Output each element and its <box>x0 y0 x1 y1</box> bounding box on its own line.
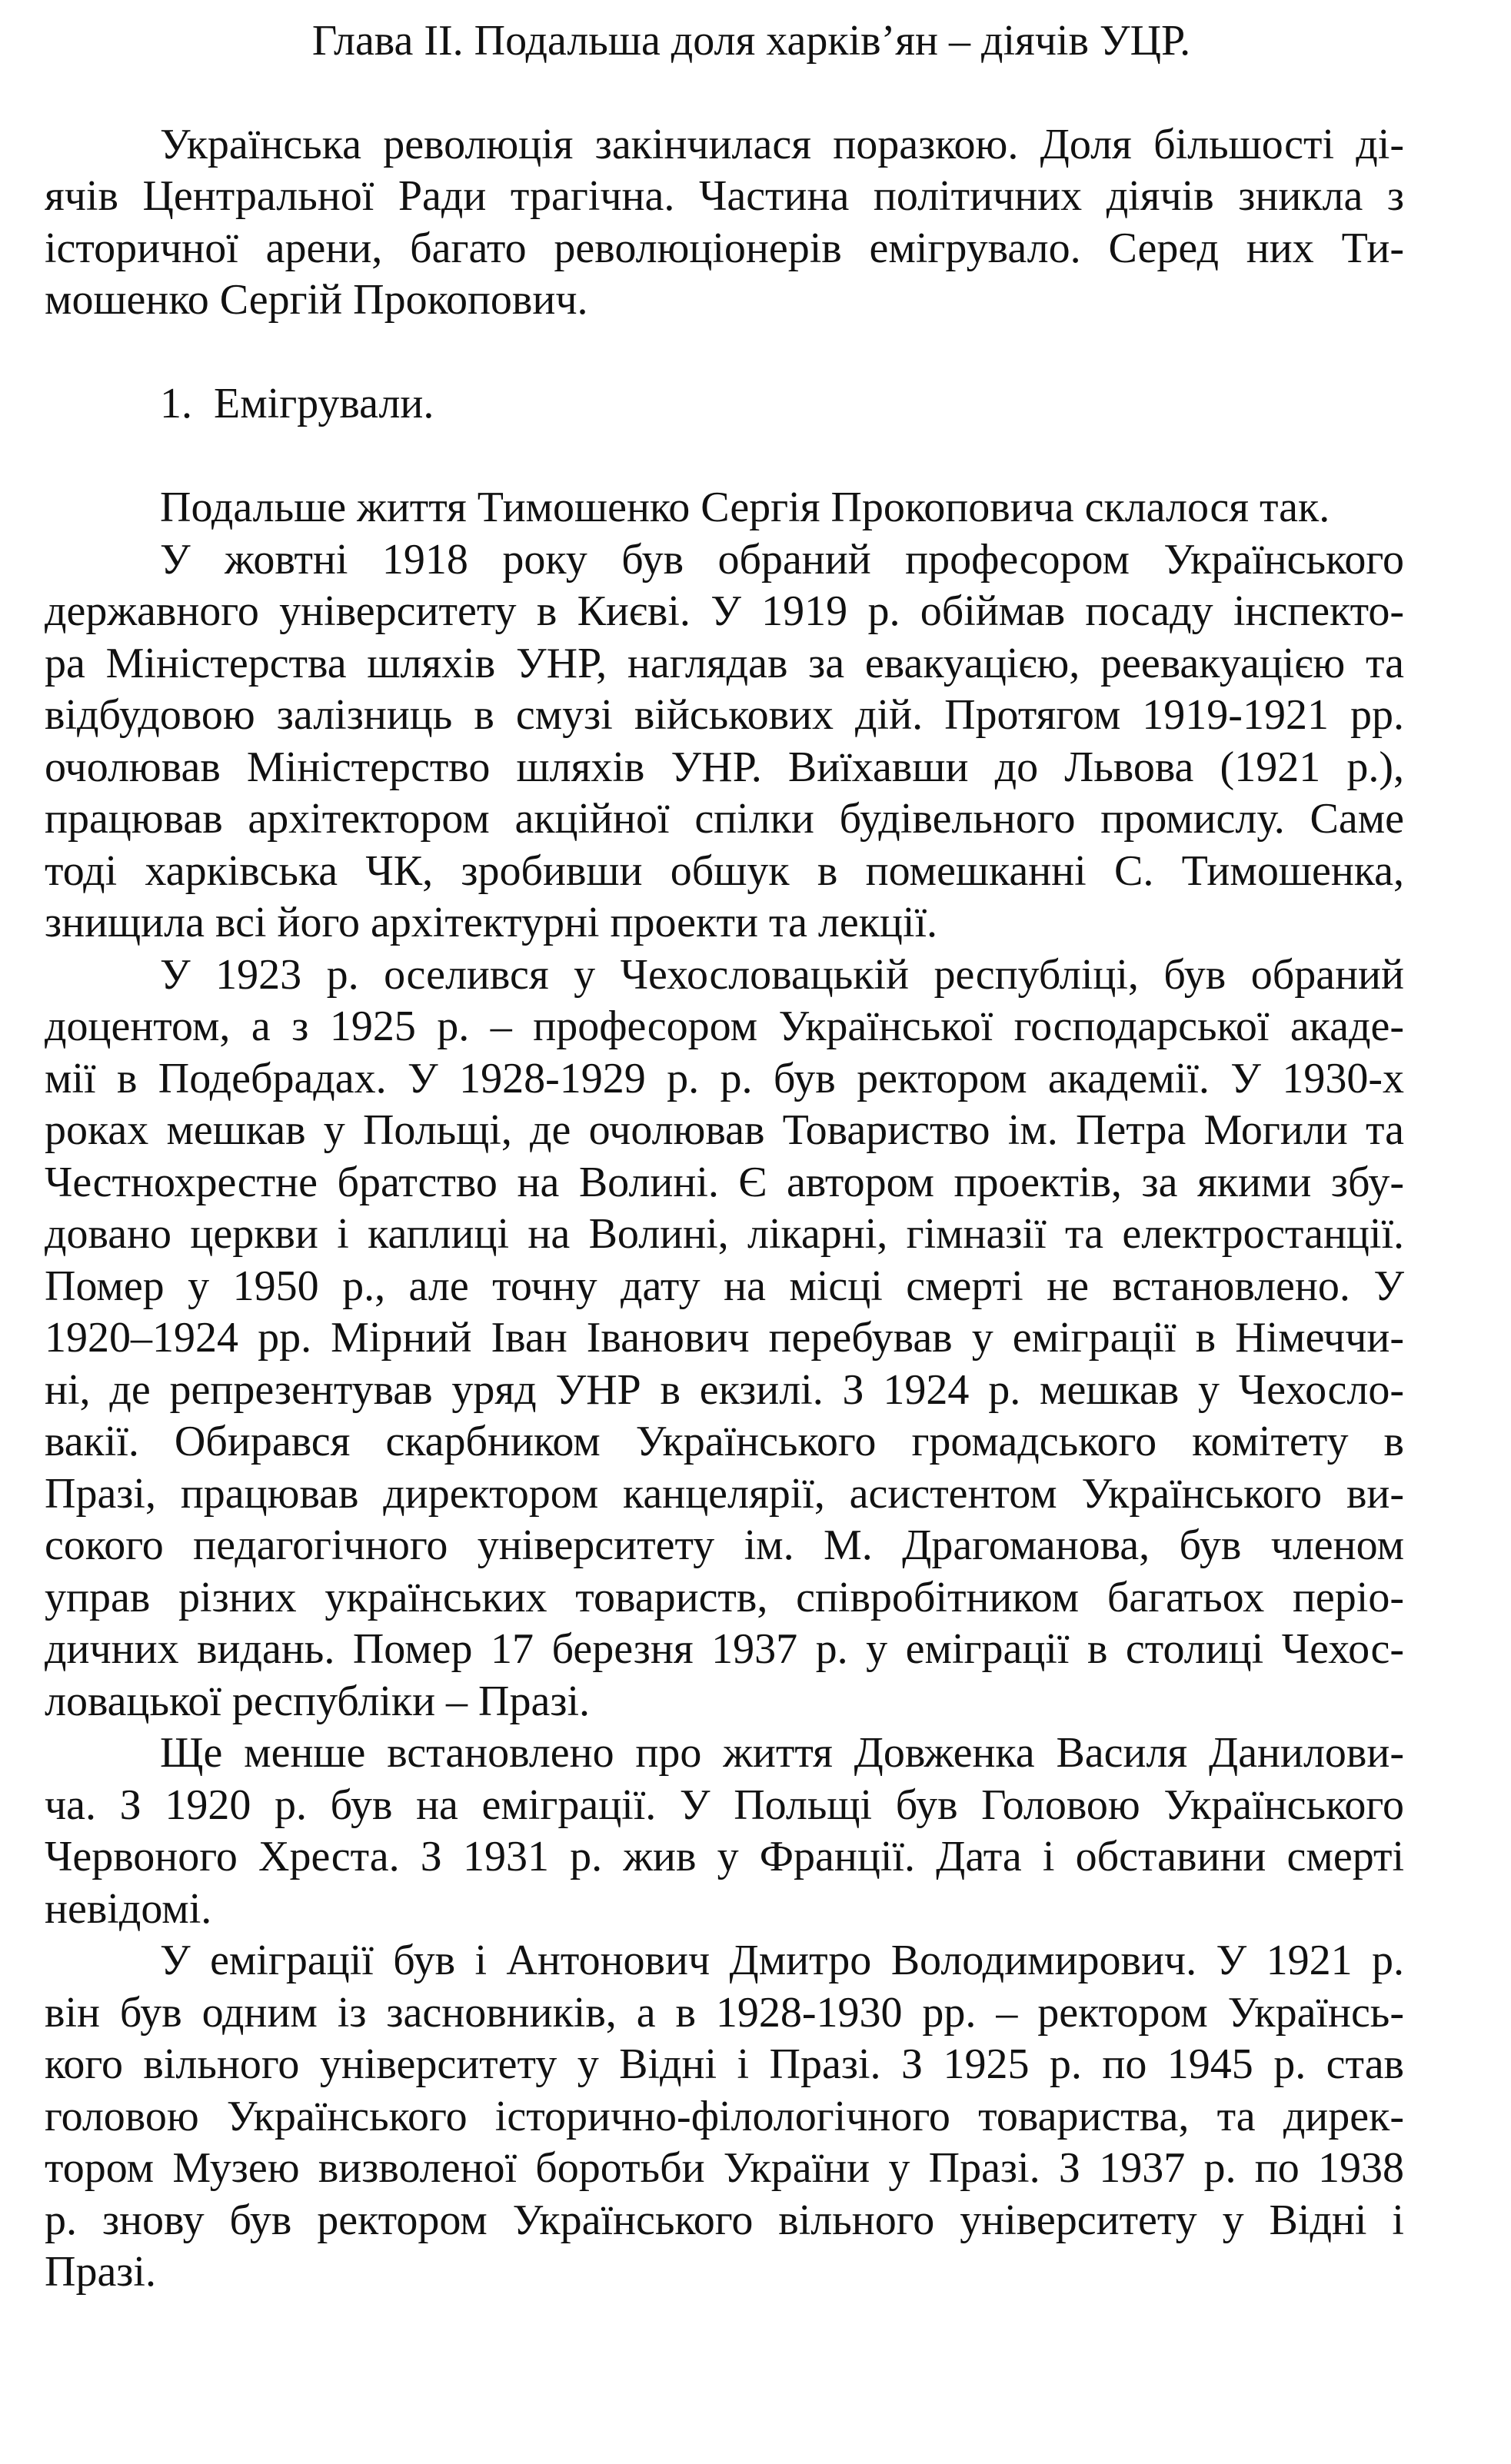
text-line: відбудовою залізниць в смузі військових дій. Протягом 1919-1921 рр. <box>45 691 1404 739</box>
text-line: Подальше життя Тимошенко Сергія Прокоповича склалося так. <box>160 484 1330 531</box>
text-line: знищила всі його архітектурні проекти та лекції. <box>45 899 938 946</box>
text-line: Ще менше встановлено про життя Довженка Василя Данилови- <box>160 1729 1404 1777</box>
text-line: управ різних українських товариств, співробітником багатьох періо- <box>45 1573 1404 1621</box>
text-line: ловацької республіки – Празі. <box>45 1677 591 1725</box>
text-line: головою Українського історично-філологічного товариства, та дирек- <box>45 2092 1404 2140</box>
chapter-title: Глава ІІ. Подальша доля харків’ян – діячів УЦР. <box>311 17 1191 65</box>
text-line: Червоного Хреста. З 1931 р. жив у Франції. Дата і обставини смерті <box>45 1833 1404 1880</box>
document-page <box>45 15 1404 2299</box>
text-line: мії в Подебрадах. У 1928-1929 р. р. був ректором академії. У 1930-х <box>45 1054 1404 1102</box>
text-line: сокого педагогічного університету ім. М. Драгоманова, був членом <box>45 1521 1404 1569</box>
text-line: роках мешкав у Польщі, де очолював Товариство ім. Петра Могили та <box>45 1106 1404 1154</box>
text-line: У еміграції був і Антонович Дмитро Володимирович. У 1921 р. <box>160 1937 1404 1984</box>
section-number: 1. <box>160 380 192 427</box>
text-line: У жовтні 1918 року був обраний професором Українського <box>160 535 1404 584</box>
text-line: У 1923 р. оселився у Чехословацькій республіці, був обраний <box>160 950 1404 999</box>
text-line: доцентом, а з 1925 р. – професором Української господарської акаде- <box>45 1003 1404 1050</box>
text-line: Помер у 1950 р., але точну дату на місці смерті не встановлено. У <box>45 1262 1404 1310</box>
text-line: ячів Центральної Ради трагічна. Частина політичних діячів зникла з <box>45 172 1404 220</box>
text-line: ні, де репрезентував уряд УНР в екзилі. З 1924 р. мешкав у Чехосло- <box>45 1365 1404 1414</box>
spacer <box>45 327 1404 379</box>
text-line: очолював Міністерство шляхів УНР. Виїхавши до Львова (1921 р.), <box>45 743 1404 791</box>
text-line: Українська революція закінчилася поразкою. Доля більшості ді- <box>160 120 1404 168</box>
text-line: невідомі. <box>45 1884 212 1933</box>
section-heading-text: Емігрували. <box>214 380 434 427</box>
text-line: Празі, працював директором канцелярії, асистентом Українського ви- <box>45 1469 1404 1518</box>
text-line: 1920–1924 рр. Мірний Іван Іванович перебував у еміграції в Німеччи- <box>45 1314 1404 1362</box>
text-line: державного університету в Києві. У 1919 р. обіймав посаду інспекто- <box>45 587 1404 635</box>
text-line: тоді харківська ЧК, зробивши обшук в помешканні С. Тимошенка, <box>45 846 1404 895</box>
text-line: працював архітектором акційної спілки будівельного промислу. Саме <box>45 795 1404 843</box>
spacer <box>45 431 1404 483</box>
text-line: Празі. <box>45 2248 156 2296</box>
text-line: ча. З 1920 р. був на еміграції. У Польщі був Головою Українського <box>45 1781 1404 1829</box>
text-line: мошенко Сергій Прокопович. <box>45 276 588 324</box>
text-line: кого вільного університету у Відні і Празі. З 1925 р. по 1945 р. став <box>45 2040 1404 2088</box>
intro-paragraph <box>45 119 1404 327</box>
text-line: він був одним із засновників, а в 1928-1930 рр. – ректором Українсь- <box>45 1988 1404 2037</box>
section-heading <box>45 378 1404 431</box>
text-line: тором Музею визволеної боротьби України у Празі. З 1937 р. по 1938 <box>45 2144 1404 2192</box>
text-line: довано церкви і каплиці на Волині, лікарні, гімназії та електростанції. <box>45 1210 1404 1258</box>
body-text <box>45 482 1404 2299</box>
text-line: історичної арени, багато революціонерів емігрувало. Серед них Ти- <box>45 224 1404 272</box>
text-line: ра Міністерства шляхів УНР, наглядав за евакуацією, реевакуацією та <box>45 639 1404 687</box>
text-line: вакії. Обирався скарбником Українського громадського комітету в <box>45 1418 1404 1465</box>
text-line: р. знову був ректором Українського вільного університету у Відні і <box>45 2196 1404 2244</box>
text-line: Честнохрестне братство на Волині. Є автором проектів, за якими збу- <box>45 1158 1404 1206</box>
text-line: дичних видань. Помер 17 березня 1937 р. у еміграції в столиці Чехос- <box>45 1625 1404 1673</box>
